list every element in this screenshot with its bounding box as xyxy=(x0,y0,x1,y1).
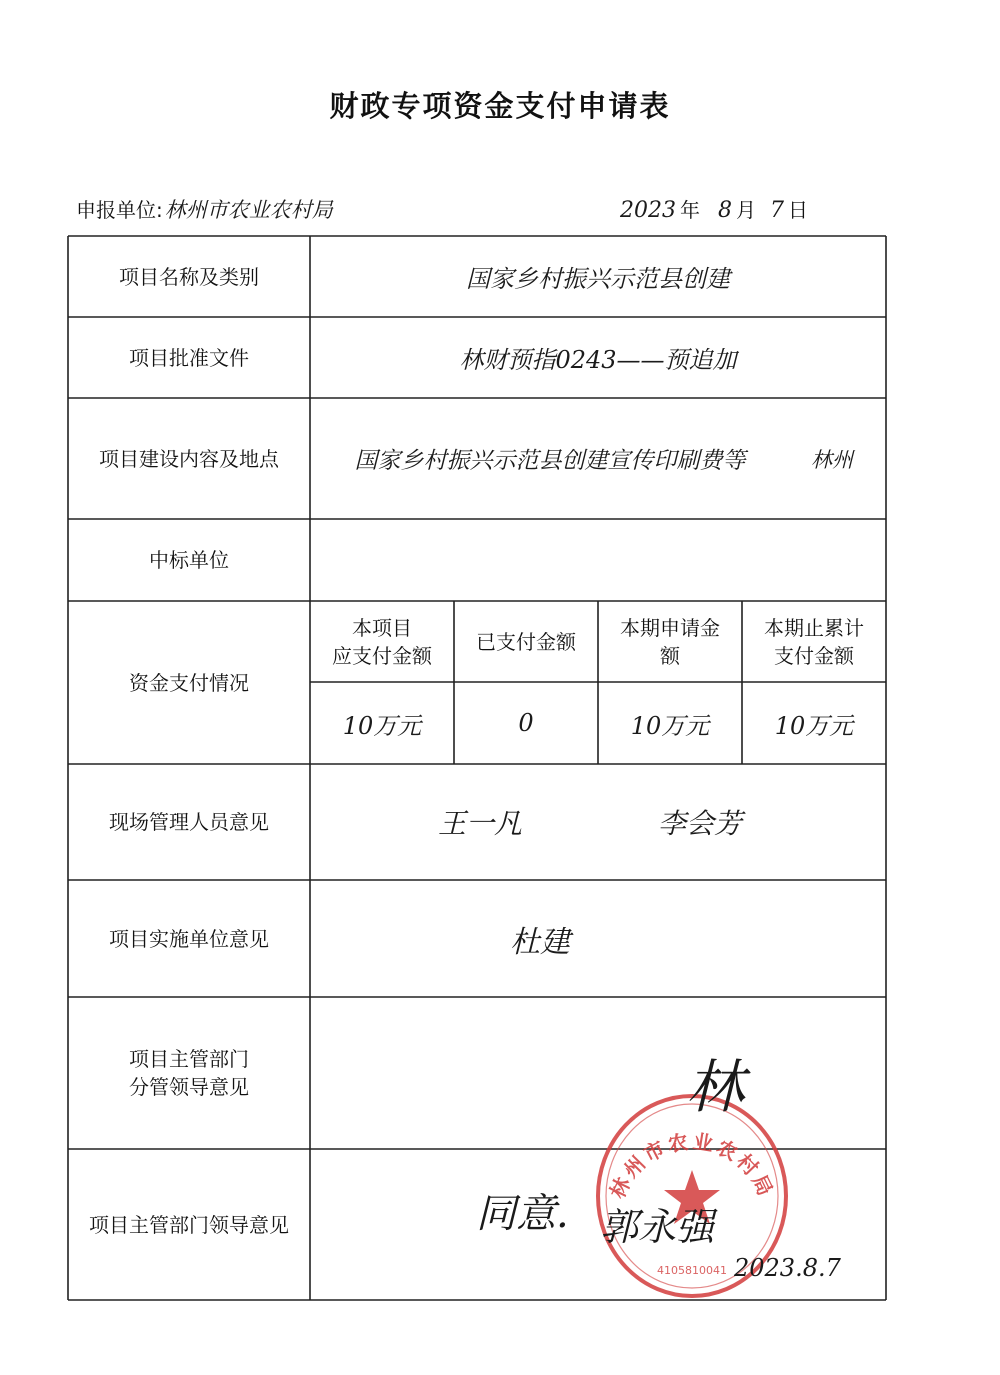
form-title: 财政专项资金支付申请表 xyxy=(329,89,671,123)
cumulative-paid-header: 本期止累计 支付金额 xyxy=(764,615,864,668)
date-month-label: 月 xyxy=(736,198,756,222)
applicant-unit xyxy=(76,194,333,224)
project-name-value: 国家乡村振兴示范县创建 xyxy=(466,265,730,293)
content-location-label: 项目建设内容及地点 xyxy=(99,446,279,471)
content-location-value: 国家乡村振兴示范县创建宣传印刷费等 xyxy=(354,448,746,474)
approval-doc-value: 林财预指0243——预追加 xyxy=(459,346,737,374)
applicant-unit-label: 申报单位: xyxy=(76,198,163,222)
supervisor-division-signature: 林 xyxy=(686,1053,745,1121)
winning-unit-value xyxy=(310,519,886,601)
cumulative-paid-value: 10万元 xyxy=(774,711,854,740)
date-month: 8 xyxy=(718,198,732,223)
applicant-unit-value: 林州市农业农村局 xyxy=(164,198,333,222)
paid-amount-value: 0 xyxy=(518,709,534,737)
supervisor-leader-label: 项目主管部门领导意见 xyxy=(89,1212,289,1237)
date-day: 7 xyxy=(770,198,784,223)
current-request-header: 本期申请金 额 xyxy=(620,615,720,668)
site-manager-signature-1: 王一凡 xyxy=(437,807,522,840)
implementing-unit-label: 项目实施单位意见 xyxy=(109,926,269,951)
project-name-label: 项目名称及类别 xyxy=(119,264,259,289)
supervisor-leader-date: 2023.8.7 xyxy=(734,1254,841,1282)
supervisor-leader-signature-2: 郭永强 xyxy=(600,1205,715,1249)
svg-text:林州市农业农村局: 林州市农业农村局 xyxy=(605,1129,779,1203)
site-manager-signature-2: 李会芳 xyxy=(657,807,742,840)
date-day-label: 日 xyxy=(788,198,808,222)
payable-amount-value: 10万元 xyxy=(342,711,422,740)
site-manager-label: 现场管理人员意见 xyxy=(109,810,269,834)
approval-doc-label: 项目批准文件 xyxy=(129,345,249,370)
svg-text:4105810041: 4105810041 xyxy=(657,1264,727,1277)
current-request-value: 10万元 xyxy=(630,711,710,740)
implementing-unit-signature: 杜建 xyxy=(510,924,570,960)
paid-amount-header: 已支付金额 xyxy=(476,629,576,654)
supervisor-leader-signature-1: 同意. xyxy=(476,1191,569,1237)
payable-amount-header: 本项目 应支付金额 xyxy=(332,615,432,668)
content-location-place: 林州 xyxy=(811,447,853,472)
application-date xyxy=(620,194,812,223)
winning-unit-label: 中标单位 xyxy=(149,548,229,572)
date-year: 2023 xyxy=(620,198,676,223)
date-year-label: 年 xyxy=(680,198,700,222)
payment-label: 资金支付情况 xyxy=(129,670,249,695)
supervisor-division-label: 项目主管部门 分管领导意见 xyxy=(129,1047,249,1099)
